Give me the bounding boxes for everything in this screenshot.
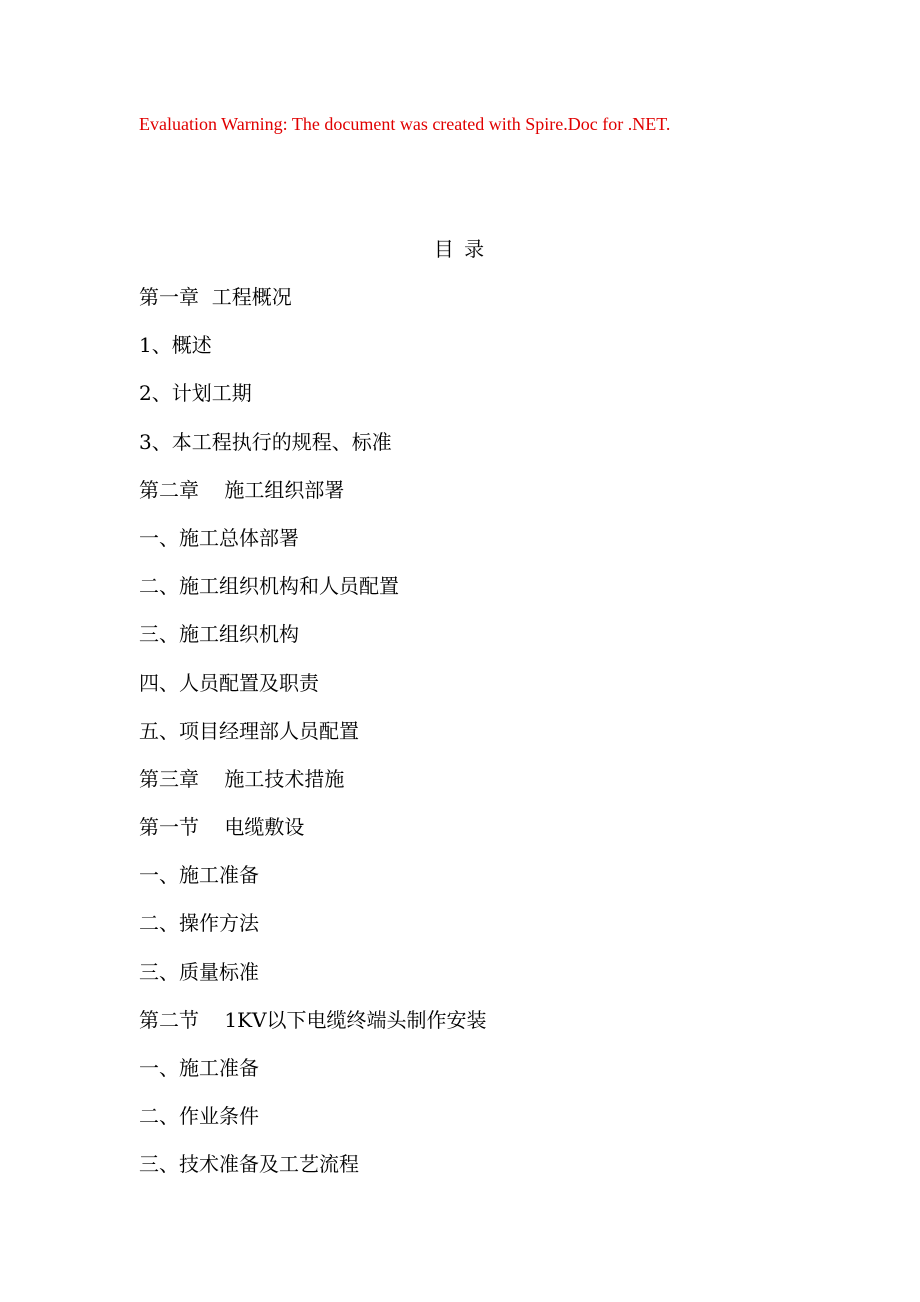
toc-item[interactable]: 三、质量标准: [139, 959, 259, 984]
toc-item[interactable]: 五、项目经理部人员配置: [139, 718, 359, 743]
toc-item[interactable]: 第二节 1KV以下电缆终端头制作安装: [139, 1007, 487, 1032]
toc-item[interactable]: 二、施工组织机构和人员配置: [139, 574, 399, 599]
toc-item[interactable]: 第三章 施工技术措施: [139, 766, 345, 791]
toc-item[interactable]: 1、概述: [139, 333, 212, 358]
toc-item[interactable]: 一、施工准备: [139, 863, 259, 888]
toc-item[interactable]: 一、施工总体部署: [139, 525, 299, 550]
toc-list: [139, 284, 487, 1200]
toc-item[interactable]: 二、作业条件: [139, 1104, 259, 1129]
toc-item[interactable]: 第二章 施工组织部署: [139, 477, 345, 502]
toc-item[interactable]: 第一节 电缆敷设: [139, 815, 305, 840]
toc-item[interactable]: 三、施工组织机构: [139, 622, 299, 647]
toc-item[interactable]: 一、施工准备: [139, 1056, 259, 1080]
toc-title: 目 录: [433, 237, 487, 261]
toc-item[interactable]: 二、操作方法: [139, 911, 259, 936]
toc-item[interactable]: 2、计划工期: [139, 381, 252, 406]
evaluation-warning: Evaluation Warning: The document was created with Spire.Doc for .NET.: [139, 114, 671, 134]
toc-item[interactable]: 三、技术准备及工艺流程: [139, 1152, 359, 1177]
toc-item[interactable]: 第一章 工程概况: [139, 285, 292, 309]
toc-item[interactable]: 3、本工程执行的规程、标准: [139, 429, 392, 454]
toc-item[interactable]: 四、人员配置及职责: [139, 670, 319, 695]
